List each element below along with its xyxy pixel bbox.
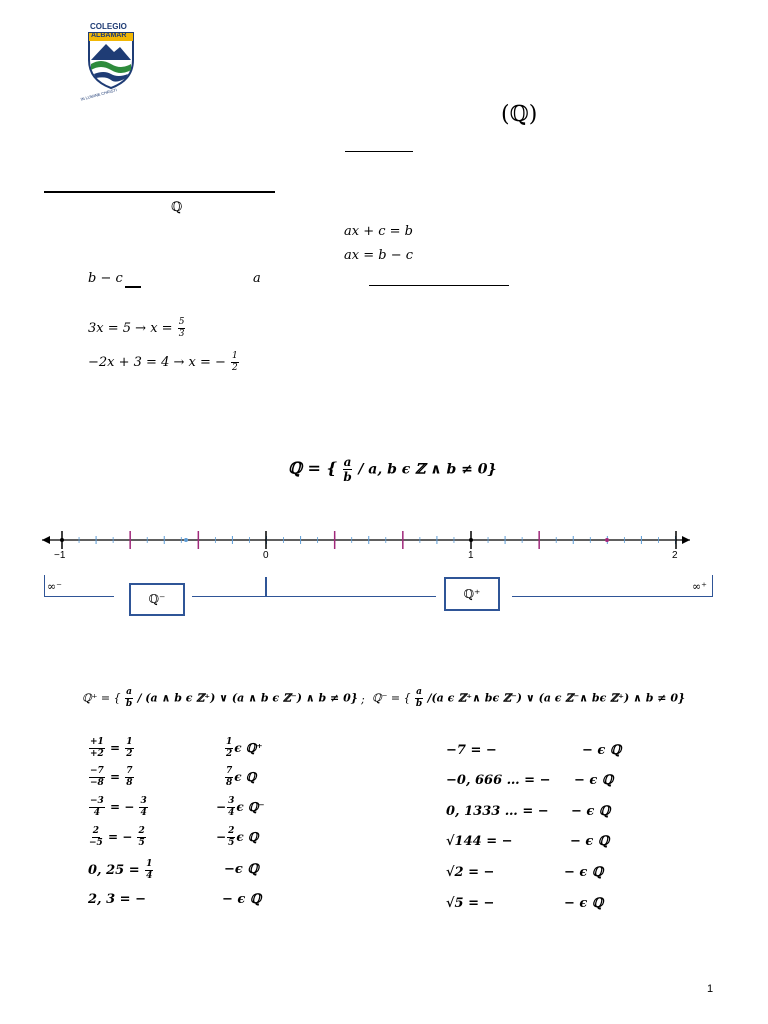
blank-long (369, 285, 509, 286)
right-ex-2-left: −0, 666 … = − (446, 773, 551, 788)
q-symbol: ℚ (171, 200, 183, 215)
qminus-rest: /(a ϵ ℤ⁺∧ bϵ ℤ⁻) ∨ (a ϵ ℤ⁻∧ bϵ ℤ⁺) ∧ b ≠ 0} (427, 691, 686, 705)
left-example-3 (88, 797, 149, 818)
definition-left: ℚ = { (288, 458, 337, 478)
left-ex-eq: = − (110, 800, 135, 814)
example-2-left: −2x + 3 = 4 → x = − (88, 355, 226, 370)
left-ex-rnum: 2 (228, 826, 235, 836)
qplus-rest: / (a ∧ b ϵ ℤ⁺) ∨ (a ∧ b ϵ ℤ⁻) ∧ b ≠ 0} (137, 691, 358, 705)
left-ex-num1: −7 (90, 766, 104, 776)
left-extra-1-text: 0, 25 = (88, 863, 140, 878)
q-negative-label: ℚ⁻ (148, 592, 166, 606)
right-ex-1-left: −7 = − (446, 743, 497, 758)
left-ex-num2: 2 (138, 826, 145, 836)
right-ex-5-left: √2 = − (446, 865, 495, 880)
left-example-1-set (224, 738, 263, 759)
example-1 (88, 318, 186, 339)
left-extra-2: 2, 3 = − (88, 892, 146, 907)
right-ex-1-right: − ϵ ℚ (582, 743, 622, 758)
left-ex-rden: 4 (228, 808, 235, 818)
qminus-num: a (416, 687, 422, 697)
right-ex-3-right: − ϵ ℚ (571, 804, 611, 819)
left-ex-eq: = (110, 741, 121, 755)
logo-name: COLEGIO (90, 22, 127, 31)
left-ex-rset: ϵ ℚ (234, 770, 257, 784)
left-ex-num1: −3 (90, 796, 104, 806)
left-example-2-set (224, 767, 256, 788)
left-ex-rnum: 3 (228, 796, 235, 806)
q-positive-label: ℚ⁺ (463, 587, 481, 601)
qminus-left: ℚ⁻ = { (372, 691, 411, 705)
left-ex-rsign: − (216, 800, 227, 814)
qplus-definition (82, 688, 358, 709)
pos-bracket-line (512, 596, 712, 597)
definition-num: a (343, 455, 352, 469)
left-ex-den2: 4 (140, 808, 147, 818)
right-ex-2-right: − ϵ ℚ (574, 773, 614, 788)
equation-1: ax + c = b (344, 224, 413, 239)
rationals-definition (288, 456, 497, 483)
neg-bracket-line-2 (192, 596, 436, 597)
example-2-num: 1 (232, 351, 238, 361)
left-ex-num1: +1 (90, 737, 104, 747)
page-number: 1 (707, 983, 714, 995)
left-extra-1 (88, 860, 154, 881)
right-ex-6-left: √5 = − (446, 896, 495, 911)
logo-motto: IN LUMINE CHRISTI (79, 87, 118, 102)
logo-name-2: ALBAMAR (91, 32, 127, 39)
example-1-den: 3 (178, 329, 185, 339)
pos-infinity-label: ∞⁺ (692, 580, 707, 593)
left-ex-rset: ϵ ℚ⁻ (236, 800, 265, 814)
school-logo (78, 22, 144, 100)
qplus-left: ℚ⁺ = { (82, 691, 121, 705)
a-variable: a (253, 271, 261, 286)
neg-inf-bracket (44, 575, 45, 597)
left-ex-eq: = (110, 770, 121, 784)
left-ex-den1: −8 (90, 778, 104, 788)
zero-divider (265, 577, 267, 597)
right-ex-3-left: 0, 1333 … = − (446, 804, 549, 819)
tick-label-minus-1: −1 (54, 550, 66, 561)
left-ex-den2: 5 (138, 838, 145, 848)
left-ex-rnum: 7 (226, 766, 233, 776)
pos-inf-bracket (712, 575, 713, 597)
left-extra-1-num: 1 (146, 859, 153, 869)
qminus-den: b (415, 699, 423, 709)
tick-label-2: 2 (672, 550, 678, 561)
left-extra-2-right: − ϵ ℚ (222, 892, 262, 907)
blank-short (125, 286, 141, 288)
qplus-den: b (125, 699, 133, 709)
b-minus-c: b − c (88, 271, 123, 286)
left-example-1 (88, 738, 135, 759)
title-underline (345, 151, 413, 152)
right-ex-5-right: − ϵ ℚ (564, 865, 604, 880)
left-ex-rden: 8 (226, 778, 233, 788)
left-ex-den1: 4 (93, 808, 101, 818)
left-ex-rden: 2 (226, 749, 233, 759)
left-ex-num2: 7 (126, 766, 133, 776)
right-ex-4-right: − ϵ ℚ (570, 834, 610, 849)
left-ex-num2: 3 (140, 796, 147, 806)
q-negative-box (129, 583, 185, 616)
example-1-left: 3x = 5 → x = (88, 321, 173, 336)
left-ex-eq: = − (108, 830, 133, 844)
section-rule (44, 191, 275, 193)
qplus-num: a (126, 687, 132, 697)
left-ex-rsign: − (216, 830, 227, 844)
right-ex-6-right: − ϵ ℚ (564, 896, 604, 911)
left-ex-rnum: 1 (226, 737, 233, 747)
example-2 (88, 352, 240, 373)
q-positive-box (444, 577, 500, 611)
logo-crest-icon (86, 30, 136, 90)
left-ex-num1: 2 (92, 826, 100, 836)
left-ex-rden: 5 (228, 838, 235, 848)
equation-2: ax = b − c (344, 248, 413, 263)
left-extra-1-right: −ϵ ℚ (224, 862, 259, 877)
left-example-2 (88, 767, 135, 788)
left-ex-den2: 8 (126, 778, 133, 788)
title-symbol: (ℚ) (501, 102, 538, 127)
neg-infinity-label: ∞⁻ (47, 580, 62, 593)
example-2-den: 2 (232, 363, 238, 373)
neg-bracket-line-1 (44, 596, 114, 597)
left-ex-den1: +2 (90, 749, 104, 759)
left-example-4 (88, 827, 147, 848)
left-example-3-set (216, 797, 265, 818)
definition-den: b (343, 470, 352, 484)
left-extra-1-den: 4 (146, 871, 153, 881)
left-ex-den1: −5 (89, 838, 103, 848)
left-ex-den2: 2 (126, 749, 133, 759)
example-1-num: 5 (178, 317, 185, 327)
left-ex-rset: ϵ ℚ⁺ (234, 741, 263, 755)
number-line (0, 520, 768, 570)
sets-separator: ; (361, 693, 365, 706)
left-example-4-set (216, 827, 258, 848)
tick-label-1: 1 (468, 550, 474, 561)
definition-rest: / a, b ϵ ℤ ∧ b ≠ 0} (358, 461, 497, 478)
right-ex-4-left: √144 = − (446, 834, 513, 849)
qminus-definition (372, 688, 685, 709)
left-ex-rset: ϵ ℚ (236, 830, 259, 844)
left-ex-num2: 1 (126, 737, 133, 747)
tick-label-0: 0 (263, 550, 269, 561)
